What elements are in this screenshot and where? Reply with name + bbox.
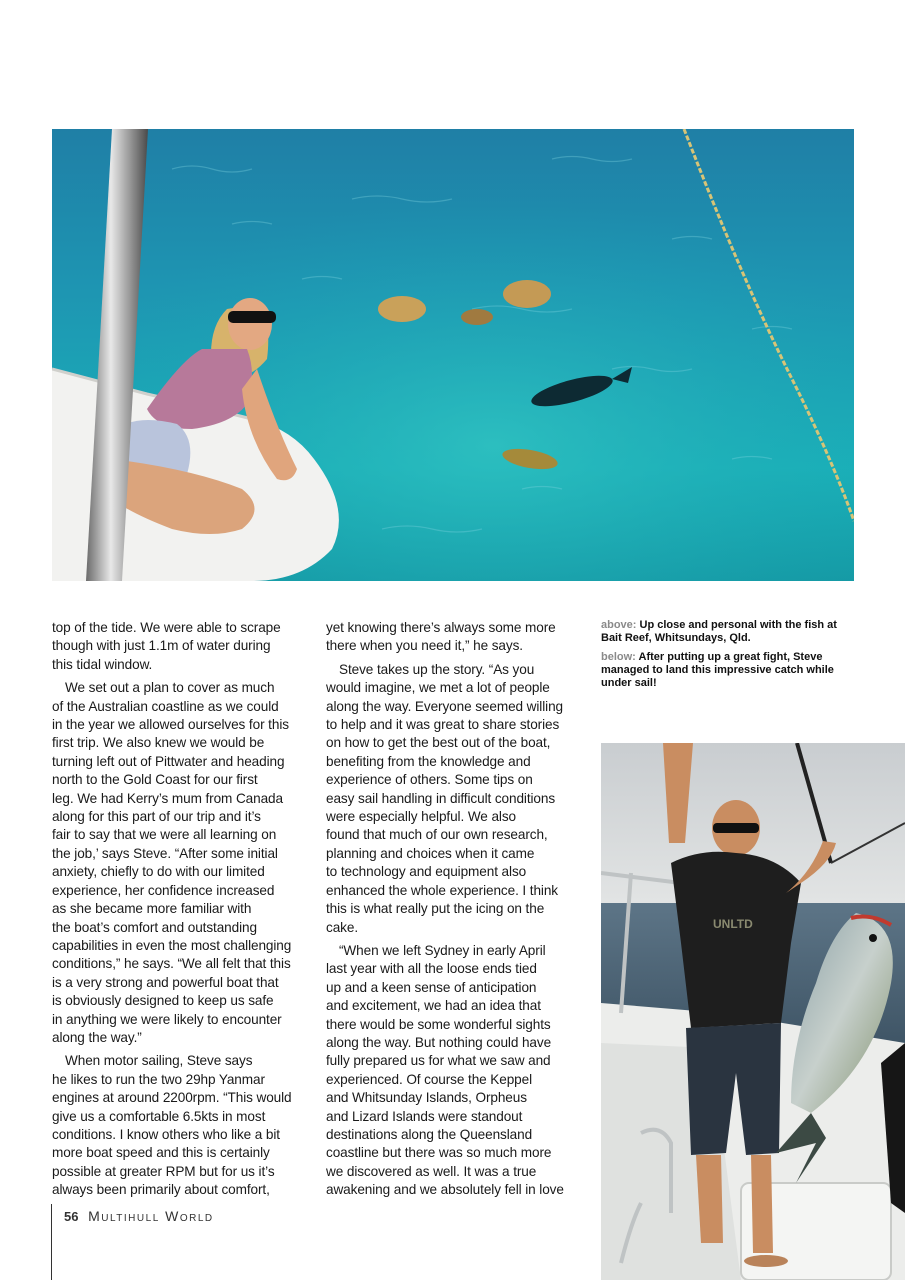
caption-below [601, 651, 841, 690]
article-column-1 [52, 619, 308, 1205]
shirt-print: UNLTD [713, 917, 753, 931]
photo-bait-reef [52, 129, 854, 581]
caption-below-text: After putting up a great fight, Steve managed to land this impressive catch while under sail! [601, 651, 834, 689]
page-number: 56 [64, 1209, 79, 1224]
paragraph: top of the tide. We were able to scrape though with just 1.1m of water during this tidal window. [52, 620, 281, 672]
paragraph: “When we left Sydney in early April last year with all the loose ends tied up and a keen sense of anticipation and excitement, we had an idea that there would be some wonderful sights along the way. But nothing could have fully prepared us for what we saw and experienced. Of course the Keppel and Whitsunday Islands, Orpheus and Lizard Islands were standout destinations along the Queensland coastline but there was so much more we discovered as well. It was a true awakening and we absolutely fell in love [326, 942, 564, 1198]
caption-above-text: Up close and personal with the fish at Bait Reef, Whitsundays, Qld. [601, 619, 837, 644]
paragraph: We set out a plan to cover as much of the Australian coastline as we could in the year we allowed ourselves for this first trip. We also knew we would be turning left out of Pittwater and heading north to the Gold Coast for our first leg. We had Kerry’s mum from Canada along for this part of our trip and it’s fair to say that we were all learning on the job,’ says Steve. “After some initial anxiety, chiefly to do with our limited experience, her confidence increased as she became more familiar with the boat’s comfort and outstanding capabilities in even the most challenging conditions,” he says. “We all felt that this is a very strong and powerful boat that is obviously designed to keep us safe in anything we were likely to encounter along the way.” [52, 680, 292, 1045]
caption-below-tag: below: [601, 651, 636, 663]
paragraph: When motor sailing, Steve says he likes to run the two 29hp Yanmar engines at around 2200rpm. “This would give us a comfortable 6.5kts in most conditions. I know others who like a bit more boat speed and this is certainly possible at greater RPM but for us it’s always been primarily about comfort, [52, 1053, 292, 1198]
photo-steve-catch-image [601, 743, 905, 1280]
folio [64, 1208, 214, 1225]
photo-bait-reef-image [52, 129, 854, 581]
folio-rule [51, 1204, 52, 1280]
article-column-2 [326, 619, 582, 1205]
magazine-title: Multihull World [88, 1208, 214, 1224]
photo-captions [601, 619, 841, 696]
paragraph: yet knowing there’s always some more there when you need it,” he says. [326, 620, 556, 654]
caption-above [601, 619, 841, 645]
caption-above-tag: above: [601, 619, 637, 631]
photo-steve-catch [601, 743, 905, 1280]
paragraph: Steve takes up the story. “As you would imagine, we met a lot of people along the way. Everyone seemed willing to help and it was great to share stories on how to get the best out of the boat, benefiting from the knowledge and experience of others. Some tips on easy sail handling in difficult conditions were especially helpful. We also found that much of our own research, planning and choices when it came to technology and equipment also enhanced the whole experience. I think this is what really put the icing on the cake. [326, 661, 563, 935]
